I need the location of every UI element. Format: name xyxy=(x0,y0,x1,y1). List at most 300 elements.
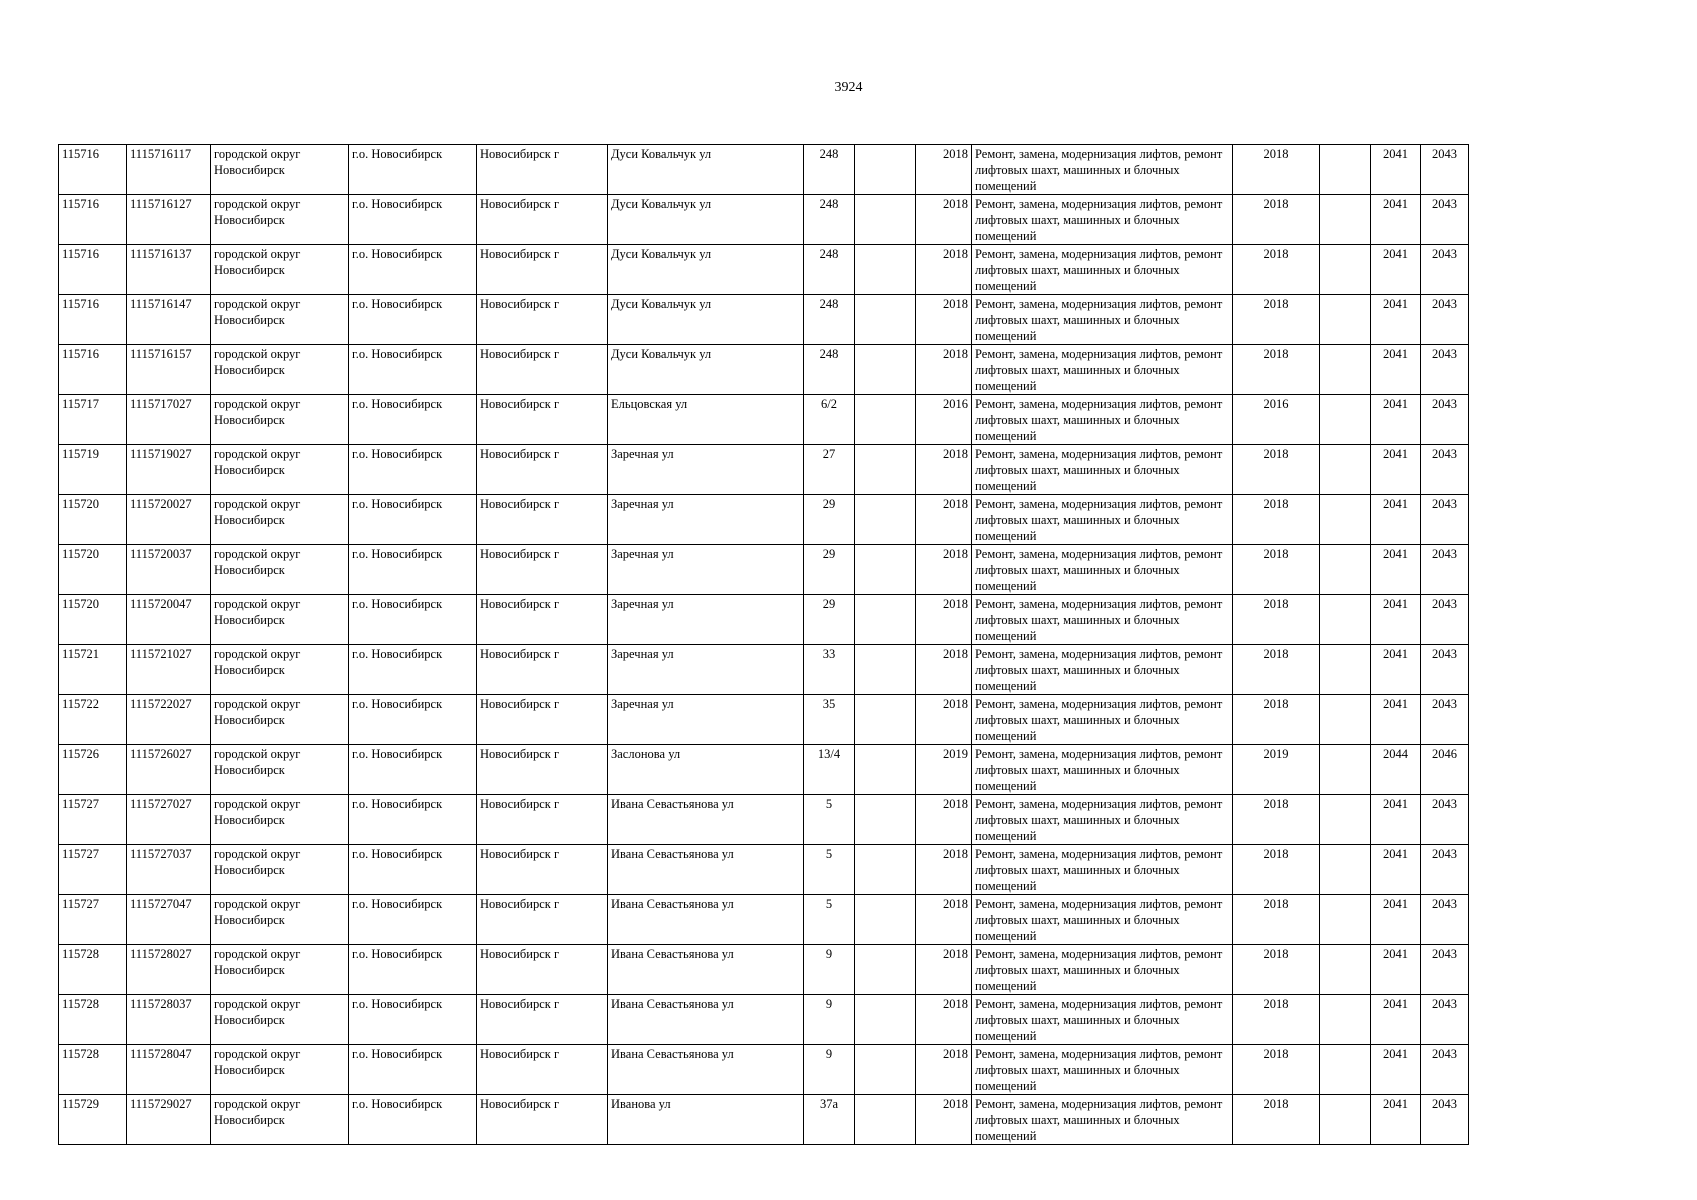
cell-year-end: 2046 xyxy=(1421,745,1469,795)
cell-year-repair: 2018 xyxy=(1233,845,1320,895)
cell-year-built: 2018 xyxy=(916,145,972,195)
cell-extra-2 xyxy=(1320,345,1371,395)
cell-year-built: 2018 xyxy=(916,295,972,345)
cell-street: Дуси Ковальчук ул xyxy=(608,345,804,395)
cell-district: городской округ Новосибирск xyxy=(211,295,349,345)
cell-street: Заречная ул xyxy=(608,495,804,545)
cell-year-start: 2041 xyxy=(1371,445,1421,495)
cell-work-type: Ремонт, замена, модернизация лифтов, ремонт лифтовых шахт, машинных и блочных помещений xyxy=(972,945,1233,995)
cell-house: 5 xyxy=(804,795,855,845)
cell-code: 1115728027 xyxy=(127,945,211,995)
cell-locality: Новосибирск г xyxy=(477,895,608,945)
cell-year-end: 2043 xyxy=(1421,495,1469,545)
cell-year-start: 2041 xyxy=(1371,1095,1421,1145)
cell-extra-2 xyxy=(1320,845,1371,895)
cell-municipality: г.о. Новосибирск xyxy=(349,945,477,995)
cell-code: 1115727047 xyxy=(127,895,211,945)
cell-street: Заречная ул xyxy=(608,595,804,645)
cell-year-end: 2043 xyxy=(1421,945,1469,995)
cell-district: городской округ Новосибирск xyxy=(211,595,349,645)
cell-house: 33 xyxy=(804,645,855,695)
cell-locality: Новосибирск г xyxy=(477,195,608,245)
cell-year-end: 2043 xyxy=(1421,545,1469,595)
cell-locality: Новосибирск г xyxy=(477,695,608,745)
cell-extra xyxy=(855,545,916,595)
cell-year-end: 2043 xyxy=(1421,795,1469,845)
cell-district: городской округ Новосибирск xyxy=(211,845,349,895)
cell-locality: Новосибирск г xyxy=(477,495,608,545)
cell-locality: Новосибирск г xyxy=(477,995,608,1045)
cell-year-built: 2018 xyxy=(916,645,972,695)
cell-extra xyxy=(855,495,916,545)
cell-street: Иванова ул xyxy=(608,1095,804,1145)
cell-year-built: 2018 xyxy=(916,895,972,945)
table-row xyxy=(59,995,1469,1045)
cell-extra-2 xyxy=(1320,1045,1371,1095)
table-row xyxy=(59,595,1469,645)
cell-year-built: 2019 xyxy=(916,745,972,795)
cell-extra xyxy=(855,945,916,995)
cell-work-type: Ремонт, замена, модернизация лифтов, ремонт лифтовых шахт, машинных и блочных помещений xyxy=(972,445,1233,495)
cell-street: Заречная ул xyxy=(608,445,804,495)
cell-locality: Новосибирск г xyxy=(477,945,608,995)
table-row xyxy=(59,945,1469,995)
cell-district: городской округ Новосибирск xyxy=(211,645,349,695)
cell-year-repair: 2018 xyxy=(1233,545,1320,595)
cell-district: городской округ Новосибирск xyxy=(211,145,349,195)
cell-district: городской округ Новосибирск xyxy=(211,545,349,595)
cell-year-end: 2043 xyxy=(1421,845,1469,895)
cell-municipality: г.о. Новосибирск xyxy=(349,1095,477,1145)
cell-extra xyxy=(855,645,916,695)
cell-locality: Новосибирск г xyxy=(477,145,608,195)
cell-year-start: 2041 xyxy=(1371,545,1421,595)
cell-year-end: 2043 xyxy=(1421,695,1469,745)
cell-work-type: Ремонт, замена, модернизация лифтов, ремонт лифтовых шахт, машинных и блочных помещений xyxy=(972,845,1233,895)
cell-municipality: г.о. Новосибирск xyxy=(349,695,477,745)
cell-municipality: г.о. Новосибирск xyxy=(349,595,477,645)
cell-code: 1115716157 xyxy=(127,345,211,395)
cell-street: Ивана Севастьянова ул xyxy=(608,895,804,945)
cell-locality: Новосибирск г xyxy=(477,545,608,595)
cell-id: 115727 xyxy=(59,795,127,845)
cell-municipality: г.о. Новосибирск xyxy=(349,445,477,495)
cell-extra xyxy=(855,145,916,195)
cell-municipality: г.о. Новосибирск xyxy=(349,895,477,945)
cell-work-type: Ремонт, замена, модернизация лифтов, ремонт лифтовых шахт, машинных и блочных помещений xyxy=(972,1095,1233,1145)
cell-extra-2 xyxy=(1320,195,1371,245)
cell-locality: Новосибирск г xyxy=(477,795,608,845)
cell-year-repair: 2018 xyxy=(1233,895,1320,945)
cell-street: Ивана Севастьянова ул xyxy=(608,995,804,1045)
cell-extra-2 xyxy=(1320,895,1371,945)
cell-year-end: 2043 xyxy=(1421,145,1469,195)
cell-municipality: г.о. Новосибирск xyxy=(349,145,477,195)
cell-street: Заречная ул xyxy=(608,645,804,695)
cell-district: городской округ Новосибирск xyxy=(211,395,349,445)
cell-year-repair: 2018 xyxy=(1233,795,1320,845)
table-row xyxy=(59,445,1469,495)
cell-extra xyxy=(855,1045,916,1095)
cell-extra xyxy=(855,595,916,645)
table-row xyxy=(59,845,1469,895)
cell-year-end: 2043 xyxy=(1421,645,1469,695)
cell-extra xyxy=(855,295,916,345)
cell-year-built: 2018 xyxy=(916,1095,972,1145)
cell-code: 1115721027 xyxy=(127,645,211,695)
table-row xyxy=(59,495,1469,545)
cell-year-built: 2018 xyxy=(916,595,972,645)
cell-id: 115716 xyxy=(59,195,127,245)
cell-year-end: 2043 xyxy=(1421,195,1469,245)
cell-municipality: г.о. Новосибирск xyxy=(349,495,477,545)
cell-house: 29 xyxy=(804,545,855,595)
cell-year-repair: 2018 xyxy=(1233,945,1320,995)
cell-extra xyxy=(855,895,916,945)
cell-district: городской округ Новосибирск xyxy=(211,1045,349,1095)
cell-extra-2 xyxy=(1320,295,1371,345)
cell-code: 1115716147 xyxy=(127,295,211,345)
cell-district: городской округ Новосибирск xyxy=(211,745,349,795)
page-number: 3924 xyxy=(834,80,863,95)
cell-year-start: 2041 xyxy=(1371,945,1421,995)
cell-work-type: Ремонт, замена, модернизация лифтов, ремонт лифтовых шахт, машинных и блочных помещений xyxy=(972,895,1233,945)
cell-locality: Новосибирск г xyxy=(477,345,608,395)
cell-year-built: 2016 xyxy=(916,395,972,445)
cell-year-start: 2041 xyxy=(1371,1045,1421,1095)
cell-street: Ивана Севастьянова ул xyxy=(608,1045,804,1095)
cell-year-end: 2043 xyxy=(1421,895,1469,945)
cell-year-start: 2041 xyxy=(1371,995,1421,1045)
cell-extra-2 xyxy=(1320,645,1371,695)
cell-extra-2 xyxy=(1320,795,1371,845)
cell-year-end: 2043 xyxy=(1421,245,1469,295)
cell-house: 37а xyxy=(804,1095,855,1145)
cell-year-start: 2041 xyxy=(1371,395,1421,445)
cell-locality: Новосибирск г xyxy=(477,1095,608,1145)
cell-year-start: 2041 xyxy=(1371,845,1421,895)
cell-extra xyxy=(855,1095,916,1145)
cell-code: 1115720037 xyxy=(127,545,211,595)
cell-id: 115721 xyxy=(59,645,127,695)
cell-id: 115716 xyxy=(59,245,127,295)
cell-year-built: 2018 xyxy=(916,445,972,495)
cell-id: 115719 xyxy=(59,445,127,495)
cell-year-built: 2018 xyxy=(916,545,972,595)
table-row xyxy=(59,295,1469,345)
cell-extra xyxy=(855,195,916,245)
cell-year-built: 2018 xyxy=(916,495,972,545)
cell-locality: Новосибирск г xyxy=(477,245,608,295)
cell-locality: Новосибирск г xyxy=(477,1045,608,1095)
cell-code: 1115727027 xyxy=(127,795,211,845)
cell-street: Заслонова ул xyxy=(608,745,804,795)
table-row xyxy=(59,1045,1469,1095)
cell-municipality: г.о. Новосибирск xyxy=(349,995,477,1045)
cell-house: 9 xyxy=(804,945,855,995)
cell-year-repair: 2018 xyxy=(1233,195,1320,245)
cell-year-start: 2041 xyxy=(1371,195,1421,245)
cell-work-type: Ремонт, замена, модернизация лифтов, ремонт лифтовых шахт, машинных и блочных помещений xyxy=(972,1045,1233,1095)
cell-extra-2 xyxy=(1320,445,1371,495)
cell-house: 248 xyxy=(804,245,855,295)
cell-extra xyxy=(855,795,916,845)
cell-house: 248 xyxy=(804,195,855,245)
cell-house: 248 xyxy=(804,145,855,195)
table-row xyxy=(59,745,1469,795)
cell-district: городской округ Новосибирск xyxy=(211,945,349,995)
cell-id: 115716 xyxy=(59,295,127,345)
cell-locality: Новосибирск г xyxy=(477,445,608,495)
cell-year-built: 2018 xyxy=(916,845,972,895)
cell-code: 1115716137 xyxy=(127,245,211,295)
cell-code: 1115716117 xyxy=(127,145,211,195)
cell-year-end: 2043 xyxy=(1421,445,1469,495)
cell-municipality: г.о. Новосибирск xyxy=(349,345,477,395)
table-row xyxy=(59,895,1469,945)
table-row xyxy=(59,245,1469,295)
cell-work-type: Ремонт, замена, модернизация лифтов, ремонт лифтовых шахт, машинных и блочных помещений xyxy=(972,645,1233,695)
cell-year-repair: 2018 xyxy=(1233,695,1320,745)
cell-street: Заречная ул xyxy=(608,545,804,595)
cell-work-type: Ремонт, замена, модернизация лифтов, ремонт лифтовых шахт, машинных и блочных помещений xyxy=(972,145,1233,195)
cell-year-repair: 2018 xyxy=(1233,1045,1320,1095)
cell-year-built: 2018 xyxy=(916,1045,972,1095)
cell-house: 9 xyxy=(804,995,855,1045)
cell-extra-2 xyxy=(1320,745,1371,795)
cell-municipality: г.о. Новосибирск xyxy=(349,745,477,795)
table-body xyxy=(59,145,1469,1145)
cell-municipality: г.о. Новосибирск xyxy=(349,245,477,295)
cell-code: 1115717027 xyxy=(127,395,211,445)
cell-extra-2 xyxy=(1320,1095,1371,1145)
cell-code: 1115716127 xyxy=(127,195,211,245)
cell-house: 5 xyxy=(804,895,855,945)
cell-year-built: 2018 xyxy=(916,695,972,745)
cell-extra xyxy=(855,245,916,295)
cell-year-start: 2044 xyxy=(1371,745,1421,795)
cell-street: Заречная ул xyxy=(608,695,804,745)
cell-id: 115722 xyxy=(59,695,127,745)
cell-locality: Новосибирск г xyxy=(477,295,608,345)
cell-municipality: г.о. Новосибирск xyxy=(349,645,477,695)
cell-year-start: 2041 xyxy=(1371,595,1421,645)
cell-extra-2 xyxy=(1320,945,1371,995)
cell-year-repair: 2018 xyxy=(1233,445,1320,495)
cell-year-built: 2018 xyxy=(916,995,972,1045)
table-row xyxy=(59,695,1469,745)
cell-year-built: 2018 xyxy=(916,945,972,995)
cell-code: 1115729027 xyxy=(127,1095,211,1145)
cell-municipality: г.о. Новосибирск xyxy=(349,395,477,445)
cell-year-repair: 2019 xyxy=(1233,745,1320,795)
cell-code: 1115720047 xyxy=(127,595,211,645)
table-row xyxy=(59,345,1469,395)
cell-district: городской округ Новосибирск xyxy=(211,495,349,545)
table-row xyxy=(59,795,1469,845)
table-row xyxy=(59,1095,1469,1145)
cell-district: городской округ Новосибирск xyxy=(211,445,349,495)
cell-extra xyxy=(855,745,916,795)
cell-extra xyxy=(855,445,916,495)
cell-municipality: г.о. Новосибирск xyxy=(349,195,477,245)
cell-work-type: Ремонт, замена, модернизация лифтов, ремонт лифтовых шахт, машинных и блочных помещений xyxy=(972,295,1233,345)
cell-code: 1115727037 xyxy=(127,845,211,895)
cell-locality: Новосибирск г xyxy=(477,845,608,895)
cell-house: 6/2 xyxy=(804,395,855,445)
cell-id: 115720 xyxy=(59,545,127,595)
cell-locality: Новосибирск г xyxy=(477,395,608,445)
cell-house: 9 xyxy=(804,1045,855,1095)
cell-work-type: Ремонт, замена, модернизация лифтов, ремонт лифтовых шахт, машинных и блочных помещений xyxy=(972,395,1233,445)
cell-street: Ивана Севастьянова ул xyxy=(608,845,804,895)
cell-work-type: Ремонт, замена, модернизация лифтов, ремонт лифтовых шахт, машинных и блочных помещений xyxy=(972,995,1233,1045)
cell-street: Ельцовская ул xyxy=(608,395,804,445)
cell-district: городской округ Новосибирск xyxy=(211,345,349,395)
cell-street: Дуси Ковальчук ул xyxy=(608,245,804,295)
cell-id: 115726 xyxy=(59,745,127,795)
cell-year-end: 2043 xyxy=(1421,345,1469,395)
cell-year-end: 2043 xyxy=(1421,1095,1469,1145)
cell-id: 115717 xyxy=(59,395,127,445)
cell-year-repair: 2018 xyxy=(1233,495,1320,545)
cell-year-start: 2041 xyxy=(1371,245,1421,295)
cell-extra-2 xyxy=(1320,545,1371,595)
cell-year-start: 2041 xyxy=(1371,295,1421,345)
cell-street: Дуси Ковальчук ул xyxy=(608,195,804,245)
cell-year-end: 2043 xyxy=(1421,295,1469,345)
cell-year-start: 2041 xyxy=(1371,695,1421,745)
cell-locality: Новосибирск г xyxy=(477,745,608,795)
cell-house: 5 xyxy=(804,845,855,895)
cell-municipality: г.о. Новосибирск xyxy=(349,1045,477,1095)
cell-extra xyxy=(855,395,916,445)
cell-id: 115728 xyxy=(59,945,127,995)
cell-code: 1115719027 xyxy=(127,445,211,495)
cell-id: 115716 xyxy=(59,145,127,195)
cell-id: 115720 xyxy=(59,595,127,645)
cell-district: городской округ Новосибирск xyxy=(211,1095,349,1145)
cell-district: городской округ Новосибирск xyxy=(211,195,349,245)
cell-year-repair: 2018 xyxy=(1233,295,1320,345)
cell-street: Ивана Севастьянова ул xyxy=(608,945,804,995)
table-row xyxy=(59,545,1469,595)
cell-work-type: Ремонт, замена, модернизация лифтов, ремонт лифтовых шахт, машинных и блочных помещений xyxy=(972,245,1233,295)
cell-id: 115716 xyxy=(59,345,127,395)
cell-id: 115728 xyxy=(59,995,127,1045)
cell-year-repair: 2018 xyxy=(1233,595,1320,645)
cell-year-start: 2041 xyxy=(1371,645,1421,695)
cell-work-type: Ремонт, замена, модернизация лифтов, ремонт лифтовых шахт, машинных и блочных помещений xyxy=(972,195,1233,245)
cell-extra-2 xyxy=(1320,245,1371,295)
cell-extra xyxy=(855,995,916,1045)
cell-locality: Новосибирск г xyxy=(477,595,608,645)
cell-work-type: Ремонт, замена, модернизация лифтов, ремонт лифтовых шахт, машинных и блочных помещений xyxy=(972,545,1233,595)
cell-code: 1115722027 xyxy=(127,695,211,745)
cell-municipality: г.о. Новосибирск xyxy=(349,845,477,895)
cell-extra-2 xyxy=(1320,495,1371,545)
cell-house: 248 xyxy=(804,295,855,345)
cell-id: 115720 xyxy=(59,495,127,545)
cell-extra-2 xyxy=(1320,595,1371,645)
cell-id: 115728 xyxy=(59,1045,127,1095)
cell-year-start: 2041 xyxy=(1371,145,1421,195)
cell-municipality: г.о. Новосибирск xyxy=(349,545,477,595)
cell-street: Ивана Севастьянова ул xyxy=(608,795,804,845)
cell-house: 27 xyxy=(804,445,855,495)
cell-year-repair: 2018 xyxy=(1233,245,1320,295)
cell-house: 29 xyxy=(804,595,855,645)
cell-year-repair: 2018 xyxy=(1233,345,1320,395)
cell-code: 1115726027 xyxy=(127,745,211,795)
cell-year-end: 2043 xyxy=(1421,995,1469,1045)
cell-year-end: 2043 xyxy=(1421,1045,1469,1095)
cell-municipality: г.о. Новосибирск xyxy=(349,295,477,345)
cell-extra xyxy=(855,345,916,395)
cell-work-type: Ремонт, замена, модернизация лифтов, ремонт лифтовых шахт, машинных и блочных помещений xyxy=(972,745,1233,795)
table-row xyxy=(59,145,1469,195)
cell-id: 115729 xyxy=(59,1095,127,1145)
table-row xyxy=(59,645,1469,695)
cell-locality: Новосибирск г xyxy=(477,645,608,695)
cell-district: городской округ Новосибирск xyxy=(211,245,349,295)
cell-house: 29 xyxy=(804,495,855,545)
cell-district: городской округ Новосибирск xyxy=(211,795,349,845)
cell-year-built: 2018 xyxy=(916,345,972,395)
cell-work-type: Ремонт, замена, модернизация лифтов, ремонт лифтовых шахт, машинных и блочных помещений xyxy=(972,345,1233,395)
cell-work-type: Ремонт, замена, модернизация лифтов, ремонт лифтовых шахт, машинных и блочных помещений xyxy=(972,595,1233,645)
cell-year-built: 2018 xyxy=(916,245,972,295)
cell-work-type: Ремонт, замена, модернизация лифтов, ремонт лифтовых шахт, машинных и блочных помещений xyxy=(972,795,1233,845)
cell-extra-2 xyxy=(1320,395,1371,445)
cell-extra-2 xyxy=(1320,695,1371,745)
table-row xyxy=(59,195,1469,245)
cell-district: городской округ Новосибирск xyxy=(211,695,349,745)
cell-extra-2 xyxy=(1320,995,1371,1045)
cell-year-built: 2018 xyxy=(916,795,972,845)
cell-district: городской округ Новосибирск xyxy=(211,895,349,945)
cell-extra xyxy=(855,845,916,895)
cell-work-type: Ремонт, замена, модернизация лифтов, ремонт лифтовых шахт, машинных и блочных помещений xyxy=(972,695,1233,745)
cell-year-start: 2041 xyxy=(1371,895,1421,945)
table-row xyxy=(59,395,1469,445)
cell-year-start: 2041 xyxy=(1371,495,1421,545)
cell-street: Дуси Ковальчук ул xyxy=(608,145,804,195)
cell-year-start: 2041 xyxy=(1371,795,1421,845)
cell-year-repair: 2018 xyxy=(1233,145,1320,195)
cell-year-repair: 2018 xyxy=(1233,645,1320,695)
cell-year-built: 2018 xyxy=(916,195,972,245)
cell-year-repair: 2016 xyxy=(1233,395,1320,445)
cell-extra xyxy=(855,695,916,745)
cell-year-repair: 2018 xyxy=(1233,1095,1320,1145)
cell-municipality: г.о. Новосибирск xyxy=(349,795,477,845)
cell-district: городской округ Новосибирск xyxy=(211,995,349,1045)
capital-repair-table xyxy=(58,144,1469,1145)
cell-year-end: 2043 xyxy=(1421,395,1469,445)
cell-year-repair: 2018 xyxy=(1233,995,1320,1045)
cell-house: 13/4 xyxy=(804,745,855,795)
cell-code: 1115728047 xyxy=(127,1045,211,1095)
cell-work-type: Ремонт, замена, модернизация лифтов, ремонт лифтовых шахт, машинных и блочных помещений xyxy=(972,495,1233,545)
cell-extra-2 xyxy=(1320,145,1371,195)
cell-id: 115727 xyxy=(59,895,127,945)
cell-house: 248 xyxy=(804,345,855,395)
cell-year-end: 2043 xyxy=(1421,595,1469,645)
cell-house: 35 xyxy=(804,695,855,745)
cell-id: 115727 xyxy=(59,845,127,895)
cell-year-start: 2041 xyxy=(1371,345,1421,395)
